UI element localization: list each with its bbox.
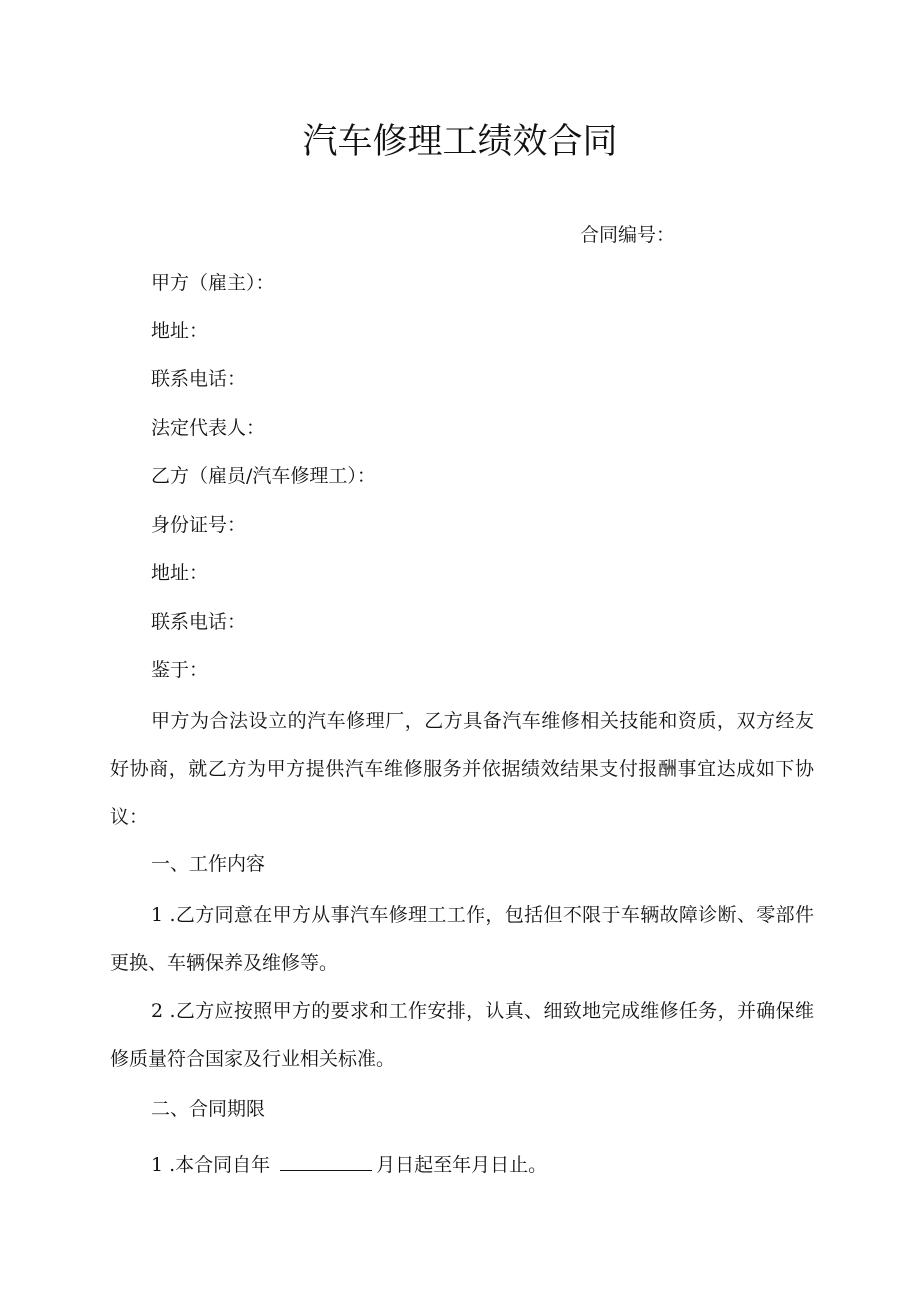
section-2-heading: 二、合同期限 <box>151 1098 266 1120</box>
fill-in-blank <box>280 1150 372 1171</box>
section-1-heading: 一、工作内容 <box>151 853 266 875</box>
clause-1-prefix: 1 .本合同自年 <box>151 1154 271 1176</box>
clause-1-suffix: 月日起至年月日止。 <box>376 1154 548 1176</box>
contract-number-label: 合同编号： <box>580 224 676 246</box>
document-title: 汽车修理工绩效合同 <box>302 122 618 162</box>
section-1-clause-1: 1 .乙方同意在甲方从事汽车修理工工作，包括但不限于车辆故障诊断、零部件更换、车辆保养及维修等。 <box>110 904 814 974</box>
party-a-phone: 联系电话： <box>151 368 247 390</box>
whereas-label: 鉴于： <box>151 659 209 681</box>
preamble-paragraph: 甲方为合法设立的汽车修理厂，乙方具备汽车维修相关技能和资质，双方经友好协商，就乙方为甲方提供汽车维修服务并依据绩效结果支付报酬事宜达成如下协议： <box>110 710 814 828</box>
party-a-legal-representative: 法定代表人： <box>151 417 266 439</box>
section-2-clause-1 <box>151 1150 547 1180</box>
party-a-address: 地址： <box>151 320 209 342</box>
party-a-label: 甲方（雇主）： <box>151 272 275 294</box>
section-1-clause-2: 2 .乙方应按照甲方的要求和工作安排，认真、细致地完成维修任务，并确保维修质量符合国家及行业相关标准。 <box>110 1000 814 1070</box>
party-b-phone: 联系电话： <box>151 611 247 633</box>
party-b-address: 地址： <box>151 562 209 584</box>
party-b-label: 乙方（雇员/汽车修理工）： <box>151 465 376 487</box>
party-b-id-number: 身份证号： <box>151 514 247 536</box>
